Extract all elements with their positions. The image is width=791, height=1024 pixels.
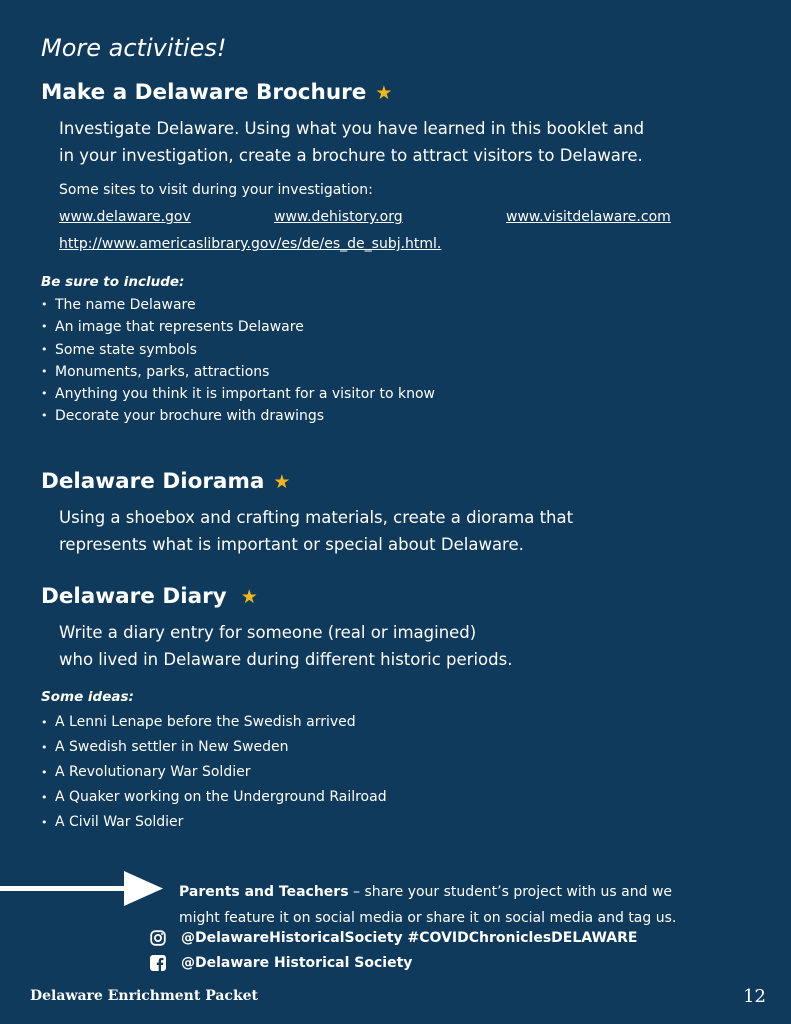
facebook-row xyxy=(150,955,412,971)
brochure-title: Make a Delaware Brochure xyxy=(41,80,367,105)
diorama-heading xyxy=(41,469,290,494)
list-item: • A Revolutionary War Soldier xyxy=(41,760,387,785)
include-label: Be sure to include: xyxy=(41,274,185,290)
facebook-icon xyxy=(150,955,170,971)
parents-bold: Parents and Teachers xyxy=(179,884,349,900)
right-arrow-icon xyxy=(0,869,165,909)
footer-packet-name: Delaware Enrichment Packet xyxy=(30,988,259,1004)
parents-text1: – share your student’s project with us and we xyxy=(348,884,673,900)
diorama-lead-line1: Using a shoebox and crafting materials, create a diorama that xyxy=(59,508,574,527)
diary-lead-line2: who lived in Delaware during different historic periods. xyxy=(59,650,513,669)
brochure-lead-line2: in your investigation, create a brochure to attract visitors to Delaware. xyxy=(59,146,643,165)
ideas-list xyxy=(41,710,387,835)
link-dehistory[interactable]: www.dehistory.org xyxy=(274,209,403,225)
diary-title: Delaware Diary xyxy=(41,584,227,609)
ideas-label: Some ideas: xyxy=(41,689,134,705)
include-list xyxy=(41,294,435,428)
sites-label: Some sites to visit during your investigation: xyxy=(59,182,373,198)
diary-lead xyxy=(59,619,512,673)
star-icon: ★ xyxy=(273,470,291,493)
link-americaslibrary[interactable]: http://www.americaslibrary.gov/es/de/es_de_subj.html. xyxy=(59,236,442,252)
diorama-title: Delaware Diorama xyxy=(41,469,265,494)
list-item: • Some state symbols xyxy=(41,339,435,361)
list-item: • A Swedish settler in New Sweden xyxy=(41,735,387,760)
list-item: • A Lenni Lenape before the Swedish arrived xyxy=(41,710,387,735)
star-icon: ★ xyxy=(240,585,258,608)
list-item: • Decorate your brochure with drawings xyxy=(41,405,435,427)
page-title: More activities! xyxy=(41,34,227,62)
instagram-row xyxy=(150,930,638,946)
list-item: • Monuments, parks, attractions xyxy=(41,361,435,383)
diorama-lead-line2: represents what is important or special about Delaware. xyxy=(59,535,524,554)
instagram-icon xyxy=(150,930,170,946)
diorama-lead xyxy=(59,504,573,558)
star-icon: ★ xyxy=(375,81,393,104)
list-item: • The name Delaware xyxy=(41,294,435,316)
instagram-handle[interactable]: @DelawareHistoricalSociety #COVIDChroniclesDELAWARE xyxy=(181,930,638,946)
diary-lead-line1: Write a diary entry for someone (real or imagined) xyxy=(59,623,477,642)
facebook-handle[interactable]: @Delaware Historical Society xyxy=(181,955,413,971)
parents-text2: might feature it on social media or share it on social media and tag us. xyxy=(179,910,677,926)
parents-note xyxy=(179,879,779,931)
link-delaware-gov[interactable]: www.delaware.gov xyxy=(59,209,191,225)
brochure-lead xyxy=(59,115,644,169)
list-item: • A Quaker working on the Underground Railroad xyxy=(41,785,387,810)
diary-heading xyxy=(41,584,258,609)
link-visitdelaware[interactable]: www.visitdelaware.com xyxy=(506,209,671,225)
list-item: • A Civil War Soldier xyxy=(41,810,387,835)
list-item: • Anything you think it is important for a visitor to know xyxy=(41,383,435,405)
brochure-lead-line1: Investigate Delaware. Using what you have learned in this booklet and xyxy=(59,119,645,138)
brochure-heading xyxy=(41,80,392,105)
list-item: • An image that represents Delaware xyxy=(41,316,435,338)
page-number: 12 xyxy=(743,986,766,1007)
